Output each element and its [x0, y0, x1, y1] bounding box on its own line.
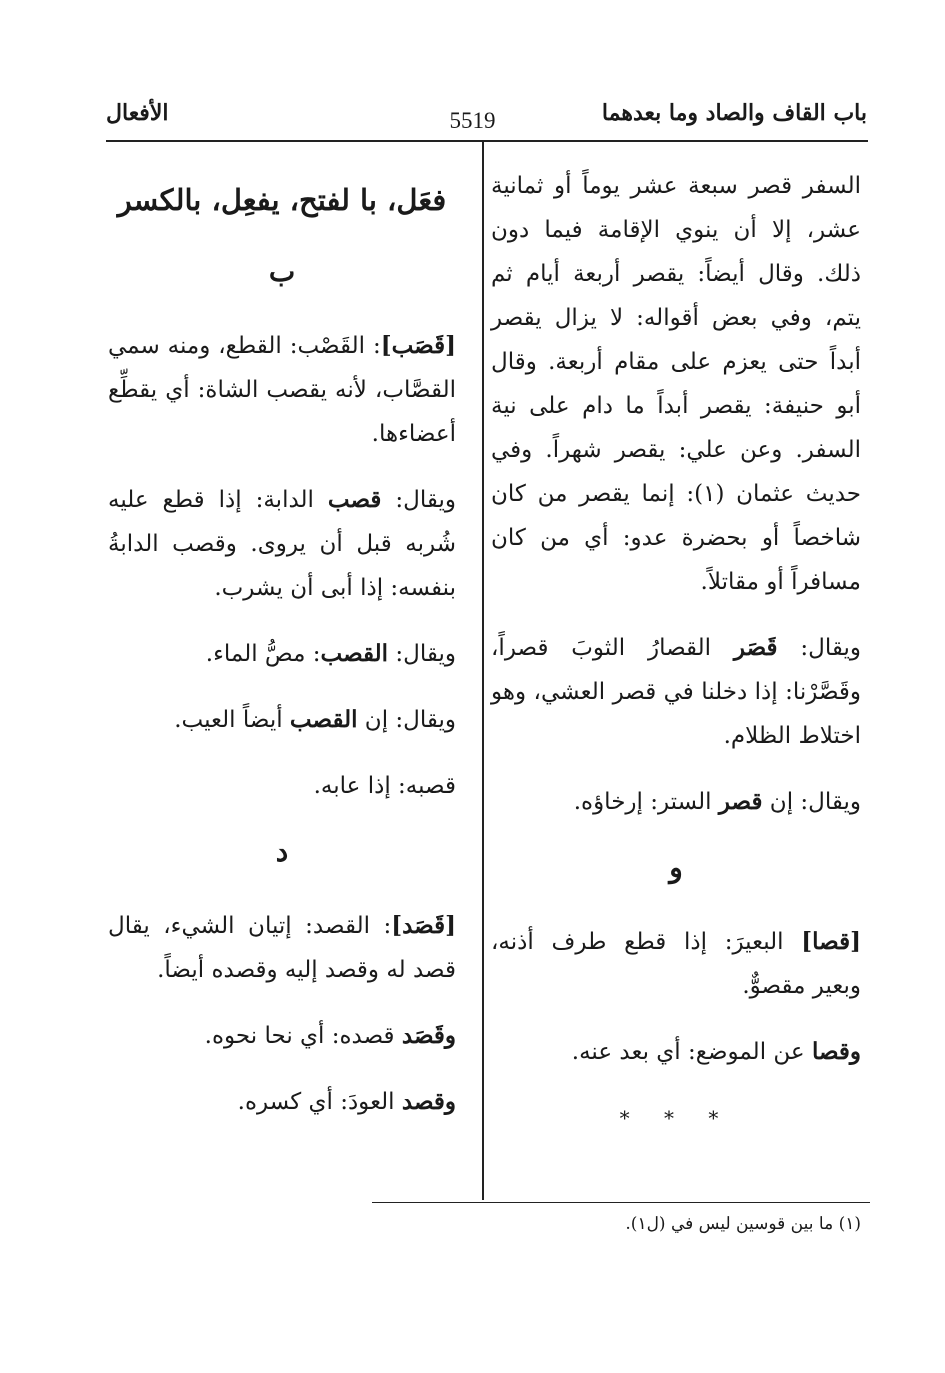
- paragraph: ويقال: قصب الدابة: إذا قطع عليه شُربه قبل أن يروى. وقصب الدابةُ بنفسه: إذا أبى أن يشرب.: [108, 486, 456, 601]
- section-end-stars: * * *: [619, 1106, 733, 1130]
- paragraph: [قصا] البعيرَ: إذا قطع طرف أذنه، وبعير مقصوٌّ.: [491, 928, 862, 999]
- letter-heading: و: [669, 851, 683, 884]
- page-number: 5519: [449, 108, 496, 133]
- paragraph: قصبه: إذا عابه.: [313, 773, 456, 799]
- paragraph: [قَصَب]: القَصْب: القطع، ومنه سمي القصَّاب، لأنه يقصب الشاة: أي يقطِّع أعضاءها.: [108, 332, 456, 447]
- section-header: الأفعال: [106, 100, 169, 126]
- column-divider: [482, 140, 484, 1200]
- paragraph: ويقال: قَصَر القصارُ الثوبَ قصراً، وقَصَّرْنا: إذا دخلنا في قصر العشي، وهو اختلاط الظلام.: [491, 634, 862, 749]
- chapter-title: باب القاف والصاد وما بعدهما: [601, 100, 867, 126]
- paragraph: ويقال: إن القصب أيضاً العيب.: [174, 706, 456, 733]
- left-column: [108, 164, 456, 1146]
- paragraph: وقصد العودَ: أي كسره.: [237, 1088, 456, 1115]
- paragraph: [قَصَد]: القصد: إتيان الشيء، يقال قصد له وقصد إليه وقصده أيضاً.: [108, 912, 456, 983]
- section-title: فعَل، با لفتح، يفعِل، بالكسر: [117, 183, 447, 217]
- footnote-rule: [372, 1202, 870, 1203]
- letter-heading: د: [275, 835, 289, 868]
- paragraph: ويقال: القصب: مصُّ الماء.: [205, 640, 456, 667]
- paragraph: السفر قصر سبعة عشر يوماً أو ثمانية عشر، إلا أن ينوي الإقامة فيما دون ذلك. وقال أيضاً: يقصر أربعة أيام ثم يتم، وفي بعض أقواله: لا يزال يقصر أبداً حتى يعزم على مقام أربعة. وقال أبو حنيفة: يقصر أبداً ما دام على نية السفر. وعن علي: يقصر شهراً. وفي حديث عثمان (١): إنما يقصر من كان شاخصاً أو بحضرة عدو: أي من كان مسافراً أو مقاتلاً.: [491, 173, 862, 595]
- paragraph: ويقال: إن قصر الستر: إرخاؤه.: [573, 788, 861, 815]
- paragraph: وقصا عن الموضع: أي بعد عنه.: [571, 1038, 861, 1065]
- header-rule: [106, 140, 868, 142]
- footnote: (١) ما بين قوسين ليس في (ل١).: [625, 1214, 861, 1234]
- right-column: [491, 164, 861, 1162]
- letter-heading: ب: [268, 255, 296, 288]
- paragraph: وقَصَد قصده: أي نحا نحوه.: [204, 1022, 456, 1049]
